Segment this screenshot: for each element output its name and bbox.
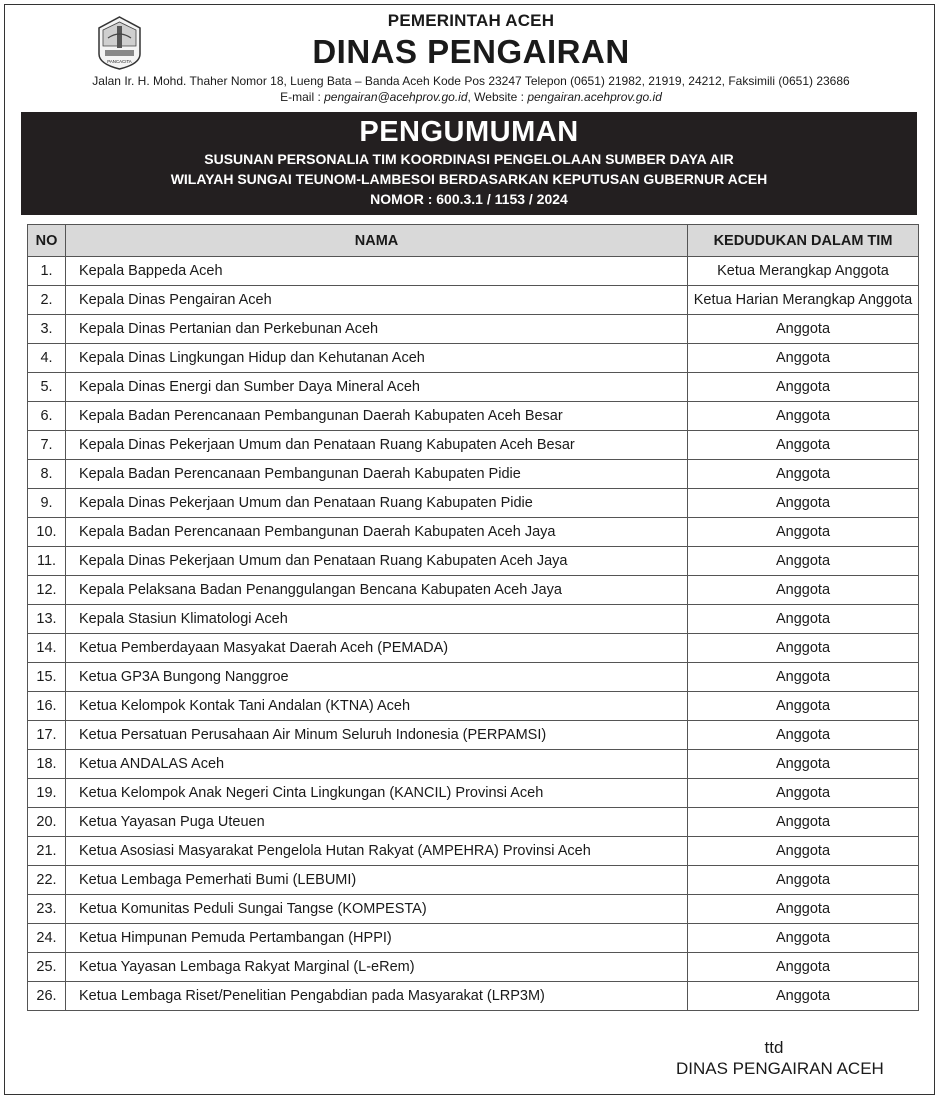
row-number: 15. bbox=[28, 663, 66, 692]
table-row bbox=[28, 808, 919, 837]
row-number: 19. bbox=[28, 779, 66, 808]
member-position: Anggota bbox=[688, 866, 919, 895]
table-row bbox=[28, 576, 919, 605]
row-number: 1. bbox=[28, 257, 66, 286]
row-number: 24. bbox=[28, 924, 66, 953]
table-row bbox=[28, 750, 919, 779]
row-number: 10. bbox=[28, 518, 66, 547]
member-name: Ketua Asosiasi Masyarakat Pengelola Hutan Rakyat (AMPEHRA) Provinsi Aceh bbox=[66, 837, 688, 866]
row-number: 12. bbox=[28, 576, 66, 605]
table-row bbox=[28, 257, 919, 286]
member-name: Kepala Bappeda Aceh bbox=[66, 257, 688, 286]
member-name: Ketua Kelompok Kontak Tani Andalan (KTNA) Aceh bbox=[66, 692, 688, 721]
member-name: Kepala Badan Perencanaan Pembangunan Daerah Kabupaten Aceh Jaya bbox=[66, 518, 688, 547]
table-row bbox=[28, 692, 919, 721]
member-position: Anggota bbox=[688, 953, 919, 982]
member-position: Anggota bbox=[688, 982, 919, 1011]
row-number: 13. bbox=[28, 605, 66, 634]
banner-subtitle-2: WILAYAH SUNGAI TEUNOM-LAMBESOI BERDASARKAN KEPUTUSAN GUBERNUR ACEH bbox=[170, 171, 768, 187]
member-name: Ketua Pemberdayaan Masyakat Daerah Aceh (PEMADA) bbox=[66, 634, 688, 663]
member-position: Anggota bbox=[688, 518, 919, 547]
row-number: 25. bbox=[28, 953, 66, 982]
banner-title: PENGUMUMAN bbox=[359, 116, 579, 148]
personnel-table bbox=[27, 224, 919, 1011]
member-position: Ketua Harian Merangkap Anggota bbox=[688, 286, 919, 315]
member-name: Ketua Kelompok Anak Negeri Cinta Lingkungan (KANCIL) Provinsi Aceh bbox=[66, 779, 688, 808]
website-link[interactable]: pengairan.acehprov.go.id bbox=[527, 90, 662, 104]
row-number: 23. bbox=[28, 895, 66, 924]
member-position: Anggota bbox=[688, 634, 919, 663]
website-label: , Website : bbox=[467, 90, 528, 104]
signatory-name: DINAS PENGAIRAN ACEH bbox=[676, 1059, 884, 1078]
member-position: Anggota bbox=[688, 431, 919, 460]
member-name: Kepala Stasiun Klimatologi Aceh bbox=[66, 605, 688, 634]
row-number: 3. bbox=[28, 315, 66, 344]
member-name: Kepala Dinas Energi dan Sumber Daya Mineral Aceh bbox=[66, 373, 688, 402]
table-row bbox=[28, 634, 919, 663]
table-row bbox=[28, 373, 919, 402]
row-number: 16. bbox=[28, 692, 66, 721]
row-number: 6. bbox=[28, 402, 66, 431]
row-number: 7. bbox=[28, 431, 66, 460]
table-row bbox=[28, 518, 919, 547]
row-number: 18. bbox=[28, 750, 66, 779]
member-position: Anggota bbox=[688, 605, 919, 634]
row-number: 8. bbox=[28, 460, 66, 489]
member-position: Anggota bbox=[688, 692, 919, 721]
row-number: 2. bbox=[28, 286, 66, 315]
table-row bbox=[28, 286, 919, 315]
table-row bbox=[28, 924, 919, 953]
member-position: Anggota bbox=[688, 837, 919, 866]
member-name: Ketua GP3A Bungong Nanggroe bbox=[66, 663, 688, 692]
member-position: Anggota bbox=[688, 924, 919, 953]
row-number: 11. bbox=[28, 547, 66, 576]
member-name: Ketua Lembaga Pemerhati Bumi (LEBUMI) bbox=[66, 866, 688, 895]
member-position: Anggota bbox=[688, 373, 919, 402]
member-position: Anggota bbox=[688, 663, 919, 692]
member-name: Kepala Dinas Pertanian dan Perkebunan Aceh bbox=[66, 315, 688, 344]
table-row bbox=[28, 866, 919, 895]
member-name: Ketua ANDALAS Aceh bbox=[66, 750, 688, 779]
table-body bbox=[28, 257, 919, 1011]
member-position: Anggota bbox=[688, 315, 919, 344]
member-position: Anggota bbox=[688, 460, 919, 489]
signature-ttd: ttd bbox=[764, 1038, 784, 1057]
row-number: 21. bbox=[28, 837, 66, 866]
table-header-row bbox=[28, 225, 919, 257]
table-row bbox=[28, 605, 919, 634]
row-number: 17. bbox=[28, 721, 66, 750]
table-row bbox=[28, 663, 919, 692]
row-number: 9. bbox=[28, 489, 66, 518]
banner-subtitle-1: SUSUNAN PERSONALIA TIM KOORDINASI PENGELOLAAN SUMBER DAYA AIR bbox=[204, 151, 734, 167]
table-row bbox=[28, 547, 919, 576]
row-number: 20. bbox=[28, 808, 66, 837]
table-row bbox=[28, 721, 919, 750]
member-name: Ketua Yayasan Puga Uteuen bbox=[66, 808, 688, 837]
banner-decree-number: NOMOR : 600.3.1 / 1153 / 2024 bbox=[370, 191, 568, 207]
member-name: Kepala Badan Perencanaan Pembangunan Daerah Kabupaten Pidie bbox=[66, 460, 688, 489]
member-position: Anggota bbox=[688, 779, 919, 808]
table-row bbox=[28, 315, 919, 344]
agency-name: DINAS PENGAIRAN bbox=[312, 33, 630, 70]
member-position: Anggota bbox=[688, 547, 919, 576]
member-name: Kepala Badan Perencanaan Pembangunan Daerah Kabupaten Aceh Besar bbox=[66, 402, 688, 431]
government-name: PEMERINTAH ACEH bbox=[387, 11, 555, 30]
table-row bbox=[28, 779, 919, 808]
table-row bbox=[28, 489, 919, 518]
row-number: 14. bbox=[28, 634, 66, 663]
member-position: Anggota bbox=[688, 489, 919, 518]
row-number: 4. bbox=[28, 344, 66, 373]
table-row bbox=[28, 895, 919, 924]
member-position: Anggota bbox=[688, 895, 919, 924]
table-row bbox=[28, 402, 919, 431]
member-name: Ketua Lembaga Riset/Penelitian Pengabdian pada Masyarakat (LRP3M) bbox=[66, 982, 688, 1011]
table-row bbox=[28, 431, 919, 460]
table-row bbox=[28, 344, 919, 373]
member-name: Kepala Pelaksana Badan Penanggulangan Bencana Kabupaten Aceh Jaya bbox=[66, 576, 688, 605]
table-row bbox=[28, 982, 919, 1011]
table-row bbox=[28, 953, 919, 982]
member-name: Kepala Dinas Lingkungan Hidup dan Kehutanan Aceh bbox=[66, 344, 688, 373]
member-position: Anggota bbox=[688, 808, 919, 837]
member-name: Ketua Komunitas Peduli Sungai Tangse (KOMPESTA) bbox=[66, 895, 688, 924]
member-position: Anggota bbox=[688, 344, 919, 373]
member-position: Anggota bbox=[688, 402, 919, 431]
member-position: Ketua Merangkap Anggota bbox=[688, 257, 919, 286]
member-name: Kepala Dinas Pekerjaan Umum dan Penataan Ruang Kabupaten Pidie bbox=[66, 489, 688, 518]
agency-address: Jalan Ir. H. Mohd. Thaher Nomor 18, Lueng Bata – Banda Aceh Kode Pos 23247 Telepon (0651) 21982, 21919, 24212, Faksimili (0651) 23686 bbox=[92, 74, 850, 88]
member-name: Kepala Dinas Pekerjaan Umum dan Penataan Ruang Kabupaten Aceh Jaya bbox=[66, 547, 688, 576]
member-name: Ketua Yayasan Lembaga Rakyat Marginal (L-eRem) bbox=[66, 953, 688, 982]
member-position: Anggota bbox=[688, 750, 919, 779]
email-label: E-mail : bbox=[280, 90, 325, 104]
email-link[interactable]: pengairan@acehprov.go.id bbox=[324, 90, 468, 104]
member-name: Ketua Persatuan Perusahaan Air Minum Seluruh Indonesia (PERPAMSI) bbox=[66, 721, 688, 750]
member-position: Anggota bbox=[688, 721, 919, 750]
contact-line bbox=[0, 90, 942, 104]
column-header-no: NO bbox=[28, 225, 66, 257]
row-number: 5. bbox=[28, 373, 66, 402]
member-name: Kepala Dinas Pekerjaan Umum dan Penataan Ruang Kabupaten Aceh Besar bbox=[66, 431, 688, 460]
member-name: Kepala Dinas Pengairan Aceh bbox=[66, 286, 688, 315]
row-number: 22. bbox=[28, 866, 66, 895]
column-header-position: KEDUDUKAN DALAM TIM bbox=[688, 225, 919, 257]
table-row bbox=[28, 837, 919, 866]
member-name: Ketua Himpunan Pemuda Pertambangan (HPPI) bbox=[66, 924, 688, 953]
row-number: 26. bbox=[28, 982, 66, 1011]
column-header-name: NAMA bbox=[66, 225, 688, 257]
logo-caption: PANCACITA bbox=[107, 59, 132, 64]
member-position: Anggota bbox=[688, 576, 919, 605]
table-row bbox=[28, 460, 919, 489]
announcement-banner bbox=[21, 112, 917, 215]
